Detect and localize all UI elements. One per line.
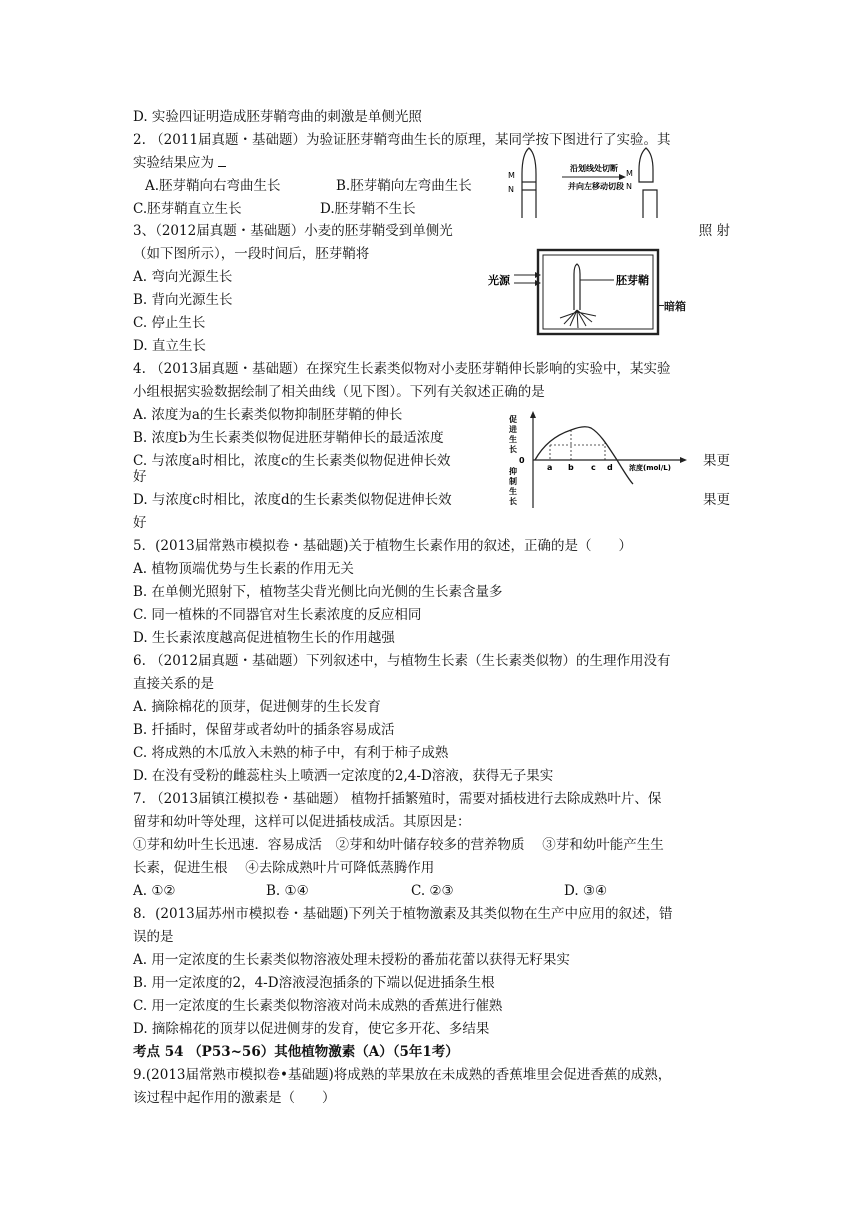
q3-option-b: B. 背向光源生长 [133, 292, 233, 308]
q4-option-d-tail: 果更 [703, 492, 730, 508]
q3-option-d: D. 直立生长 [133, 338, 206, 354]
q3-figure-label-light: 光源 [488, 274, 510, 287]
q5-option-c: C. 同一植株的不同器官对生长素浓度的反应相同 [133, 607, 422, 623]
q1-option-d: D. 实验四证明造成胚芽鞘弯曲的刺激是单侧光照 [133, 109, 422, 125]
q8-option-c: C. 用一定浓度的生长素类似物溶液对尚未成熟的香蕉进行催熟 [133, 998, 503, 1014]
q4-figure-zero: 0 [519, 456, 525, 465]
q2-option-a: A.胚芽鞘向右弯曲生长 [145, 178, 281, 194]
q2-option-d: D.胚芽鞘不生长 [320, 201, 416, 217]
section-heading: 考点 54 （P53~56）其他植物激素（A）（5年1考） [133, 1044, 459, 1060]
q7-option-a: A. ①② [133, 883, 176, 899]
q4-figure-ylabel-promote: 促进生长 [509, 415, 517, 454]
q2-figure-caption-move: 并向左移动切段 [568, 182, 624, 191]
q4-figure-ylabel-inhibit: 抑制生长 [509, 467, 517, 506]
q4-figure-xlabel: 浓度(mol/L) [629, 464, 671, 472]
q3-stem-line2: （如下图所示），一段时间后，胚芽鞘将 [133, 246, 370, 262]
q5-option-b: B. 在单侧光照射下，植物茎尖背光侧比向光侧的生长素含量多 [133, 584, 503, 600]
q2-figure-label-n: N [508, 185, 514, 194]
q6-option-d: D. 在没有受粉的雌蕊柱头上喷洒一定浓度的2,4-D溶液，获得无子果实 [133, 768, 554, 784]
q4-figure-tick-d: d [607, 463, 613, 472]
q3-figure-label-darkbox: 暗箱 [664, 300, 686, 313]
q8-stem-line2: 误的是 [133, 929, 174, 945]
q2-option-c: C.胚芽鞘直立生长 [133, 201, 242, 217]
q4-option-d-text: D. 与浓度c时相比，浓度d的生长素类似物促进伸长效 [133, 492, 452, 508]
q2-stem-line1: 2. （2011届真题・基础题）为验证胚芽鞘弯曲生长的原理，某同学按下图进行了实验。其 [133, 132, 671, 148]
q7-statements-line1: ①芽和幼叶生长迅速．容易成活 ②芽和幼叶储存较多的营养物质 ③芽和幼叶能产生生 [133, 837, 664, 853]
q4-figure-tick-b: b [568, 463, 574, 472]
q6-option-c: C. 将成熟的木瓜放入未熟的柿子中，有利于柿子成熟 [133, 745, 449, 761]
q4-figure-tick-c: c [591, 463, 596, 472]
q6-option-a: A. 摘除棉花的顶芽，促进侧芽的生长发育 [133, 699, 381, 715]
q4-figure-tick-a: a [547, 463, 553, 472]
q6-option-b: B. 扦插时，保留芽或者幼叶的插条容易成活 [133, 722, 395, 738]
q3-option-a: A. 弯向光源生长 [133, 269, 233, 285]
q3-stem-line1 [133, 222, 730, 240]
q9-stem-line1: 9.(2013届常熟市模拟卷•基础题)将成熟的苹果放在未成熟的香蕉堆里会促进香蕉的成熟， [133, 1067, 672, 1083]
q4-figure-curve [535, 427, 633, 484]
q6-stem-line1: 6. （2012届真题・基础题）下列叙述中，与植物生长素（生长素类似物）的生理作用没有 [133, 653, 671, 669]
q3-stem-text: 3、（2012届真题・基础题）小麦的胚芽鞘受到单侧光 [133, 223, 453, 239]
q3-option-c: C. 停止生长 [133, 315, 206, 331]
q2-figure [502, 146, 692, 221]
q4-stem-line1: 4. （2013届真题・基础题）在探究生长素类似物对小麦胚芽鞘伸长影响的实验中，某实验 [133, 361, 671, 377]
q7-option-d: D. ③④ [564, 883, 608, 899]
q5-option-a: A. 植物顶端优势与生长素的作用无关 [133, 561, 354, 577]
q2-figure-label-n2: N [626, 182, 632, 191]
q4-option-c-line2: 好 [133, 469, 147, 485]
q3-figure-darkbox-pointer [658, 305, 664, 306]
q2-figure-label-m2: M [626, 169, 633, 178]
q2-stem-text: 实验结果应为 [133, 155, 214, 171]
q2-option-b: B.胚芽鞘向左弯曲生长 [336, 178, 472, 194]
q8-option-b: B. 用一定浓度的2，4-D溶液浸泡插条的下端以促进插条生根 [133, 975, 495, 991]
q2-figure-caption-cut: 沿划线处切断 [570, 164, 618, 173]
q9-stem-line2: 该过程中起作用的激素是（ ） [133, 1090, 336, 1106]
q4-option-b: B. 浓度b为生长素类似物促进胚芽鞘伸长的最适浓度 [133, 430, 444, 446]
q2-answer-blank [218, 154, 226, 167]
q7-statements-line2: 长素，促进生根 ④去除成熟叶片可降低蒸腾作用 [133, 860, 435, 876]
q2-figure-label-m: M [508, 171, 515, 180]
q7-stem-line2: 留芽和幼叶等处理，这样可以促进插枝成活。其原因是： [133, 814, 471, 830]
q6-stem-line2: 直接关系的是 [133, 676, 214, 692]
q4-option-c-text: C. 与浓度a时相比，浓度c的生长素类似物促进伸长效 [133, 453, 451, 469]
q8-option-d: D. 摘除棉花的顶芽以促进侧芽的发育，使它多开花、多结果 [133, 1021, 490, 1037]
q3-figure [486, 248, 686, 338]
q4-option-d-line2: 好 [133, 515, 147, 531]
q8-option-a: A. 用一定浓度的生长素类似物溶液处理未授粉的番茄花蕾以获得无籽果实 [133, 952, 570, 968]
q8-stem-line1: 8．(2013届苏州市模拟卷・基础题)下列关于植物激素及其类似物在生产中应用的叙述，错 [133, 906, 673, 922]
q7-stem-line1: 7. （2013届镇江模拟卷・基础题） 植物扦插繁殖时，需要对插枝进行去除成熟叶片、保 [133, 791, 662, 807]
q2-figure-arrow-icon [619, 174, 626, 180]
q5-stem: 5．(2013届常熟市模拟卷・基础题)关于植物生长素作用的叙述，正确的是（ ） [133, 538, 632, 554]
q4-option-c-tail: 果更 [703, 453, 730, 469]
q3-figure-label-coleoptile: 胚芽鞘 [616, 274, 649, 287]
q4-figure [505, 408, 691, 512]
q4-option-a: A. 浓度为a的生长素类似物抑制胚芽鞘的伸长 [133, 407, 403, 423]
q7-option-c: C. ②③ [411, 883, 454, 899]
q7-option-b: B. ①④ [266, 883, 309, 899]
q4-stem-line2: 小组根据实验数据绘制了相关曲线（见下图）。下列有关叙述正确的是 [133, 384, 545, 400]
q3-stem-tail: 照 射 [698, 223, 730, 239]
q2-stem-line2 [133, 154, 226, 172]
q5-option-d: D. 生长素浓度越高促进植物生长的作用越强 [133, 630, 395, 646]
